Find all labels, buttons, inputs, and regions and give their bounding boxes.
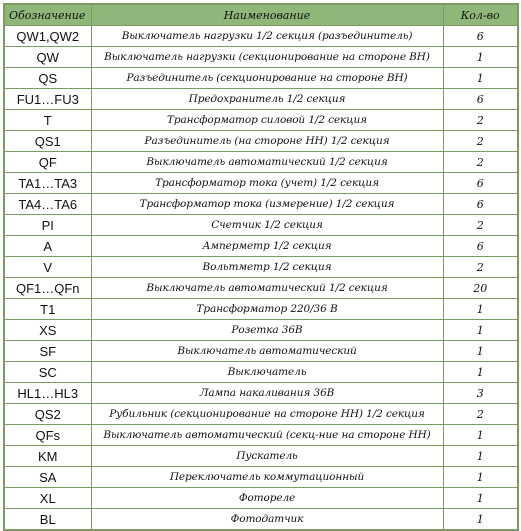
table-row: [4, 89, 518, 110]
cell-designation: QS1: [4, 131, 91, 152]
cell-qty: 1: [443, 362, 518, 383]
cell-designation: TA1…TA3: [4, 173, 91, 194]
cell-qty: 3: [443, 383, 518, 404]
cell-name: Выключатель автоматический 1/2 секция: [91, 152, 443, 173]
cell-qty: 1: [443, 299, 518, 320]
cell-name: Фотодатчик: [91, 509, 443, 531]
table-row: [4, 110, 518, 131]
table-row: [4, 152, 518, 173]
cell-qty: 1: [443, 425, 518, 446]
table-body: [4, 26, 518, 531]
cell-qty: 6: [443, 236, 518, 257]
table-row: [4, 341, 518, 362]
cell-designation: QW1,QW2: [4, 26, 91, 47]
cell-name: Счетчик 1/2 секция: [91, 215, 443, 236]
table-row: [4, 488, 518, 509]
specification-table-container: [3, 3, 517, 531]
cell-name: Трансформатор тока (учет) 1/2 секция: [91, 173, 443, 194]
cell-qty: 6: [443, 26, 518, 47]
cell-qty: 6: [443, 173, 518, 194]
table-row: [4, 278, 518, 299]
cell-name: Фотореле: [91, 488, 443, 509]
cell-qty: 2: [443, 152, 518, 173]
cell-designation: QFs: [4, 425, 91, 446]
cell-qty: 6: [443, 89, 518, 110]
cell-name: Пускатель: [91, 446, 443, 467]
cell-qty: 6: [443, 194, 518, 215]
cell-qty: 1: [443, 509, 518, 531]
cell-designation: QF: [4, 152, 91, 173]
cell-qty: 1: [443, 467, 518, 488]
cell-qty: 1: [443, 446, 518, 467]
cell-name: Выключатель автоматический 1/2 секция: [91, 278, 443, 299]
cell-name: Переключатель коммутационный: [91, 467, 443, 488]
table-row: [4, 257, 518, 278]
cell-name: Предохранитель 1/2 секция: [91, 89, 443, 110]
cell-name: Вольтметр 1/2 секция: [91, 257, 443, 278]
table-row: [4, 299, 518, 320]
cell-qty: 1: [443, 68, 518, 89]
cell-name: Трансформатор силовой 1/2 секция: [91, 110, 443, 131]
cell-designation: PI: [4, 215, 91, 236]
cell-qty: 1: [443, 488, 518, 509]
cell-name: Розетка 36В: [91, 320, 443, 341]
table-row: [4, 194, 518, 215]
cell-qty: 2: [443, 215, 518, 236]
table-row: [4, 47, 518, 68]
cell-designation: SA: [4, 467, 91, 488]
cell-name: Амперметр 1/2 секция: [91, 236, 443, 257]
cell-name: Разъединитель (на стороне НН) 1/2 секция: [91, 131, 443, 152]
table-row: [4, 362, 518, 383]
table-row: [4, 26, 518, 47]
header-qty: Кол-во: [443, 4, 518, 26]
cell-designation: SF: [4, 341, 91, 362]
cell-name: Выключатель: [91, 362, 443, 383]
table-row: [4, 68, 518, 89]
cell-designation: FU1…FU3: [4, 89, 91, 110]
cell-designation: KM: [4, 446, 91, 467]
cell-designation: XS: [4, 320, 91, 341]
cell-qty: 2: [443, 257, 518, 278]
table-row: [4, 404, 518, 425]
cell-qty: 1: [443, 320, 518, 341]
table-row: [4, 320, 518, 341]
header-designation: Обозначение: [4, 4, 91, 26]
cell-qty: 20: [443, 278, 518, 299]
cell-designation: SC: [4, 362, 91, 383]
cell-designation: QS: [4, 68, 91, 89]
table-row: [4, 215, 518, 236]
table-row: [4, 236, 518, 257]
cell-designation: QW: [4, 47, 91, 68]
cell-designation: XL: [4, 488, 91, 509]
cell-qty: 2: [443, 110, 518, 131]
cell-qty: 2: [443, 131, 518, 152]
cell-name: Трансформатор 220/36 В: [91, 299, 443, 320]
cell-qty: 2: [443, 404, 518, 425]
table-row: [4, 131, 518, 152]
cell-name: Рубильник (секционирование на стороне НН) 1/2 секция: [91, 404, 443, 425]
cell-designation: BL: [4, 509, 91, 531]
table-row: [4, 173, 518, 194]
cell-name: Лампа накаливания 36В: [91, 383, 443, 404]
table-row: [4, 509, 518, 531]
header-row: [4, 4, 518, 26]
cell-designation: T1: [4, 299, 91, 320]
cell-name: Выключатель автоматический: [91, 341, 443, 362]
cell-name: Разъединитель (секционирование на стороне ВН): [91, 68, 443, 89]
table-row: [4, 383, 518, 404]
cell-name: Выключатель нагрузки 1/2 секция (разъединитель): [91, 26, 443, 47]
header-name: Наименование: [91, 4, 443, 26]
cell-name: Выключатель нагрузки (секционирование на стороне ВН): [91, 47, 443, 68]
cell-qty: 1: [443, 47, 518, 68]
cell-designation: A: [4, 236, 91, 257]
specification-table: [3, 3, 519, 531]
cell-designation: QF1…QFn: [4, 278, 91, 299]
cell-designation: QS2: [4, 404, 91, 425]
table-row: [4, 467, 518, 488]
table-row: [4, 425, 518, 446]
table-row: [4, 446, 518, 467]
cell-designation: TA4…TA6: [4, 194, 91, 215]
cell-name: Выключатель автоматический (секц-ние на стороне НН): [91, 425, 443, 446]
cell-name: Трансформатор тока (измерение) 1/2 секция: [91, 194, 443, 215]
cell-qty: 1: [443, 341, 518, 362]
cell-designation: V: [4, 257, 91, 278]
cell-designation: T: [4, 110, 91, 131]
cell-designation: HL1…HL3: [4, 383, 91, 404]
